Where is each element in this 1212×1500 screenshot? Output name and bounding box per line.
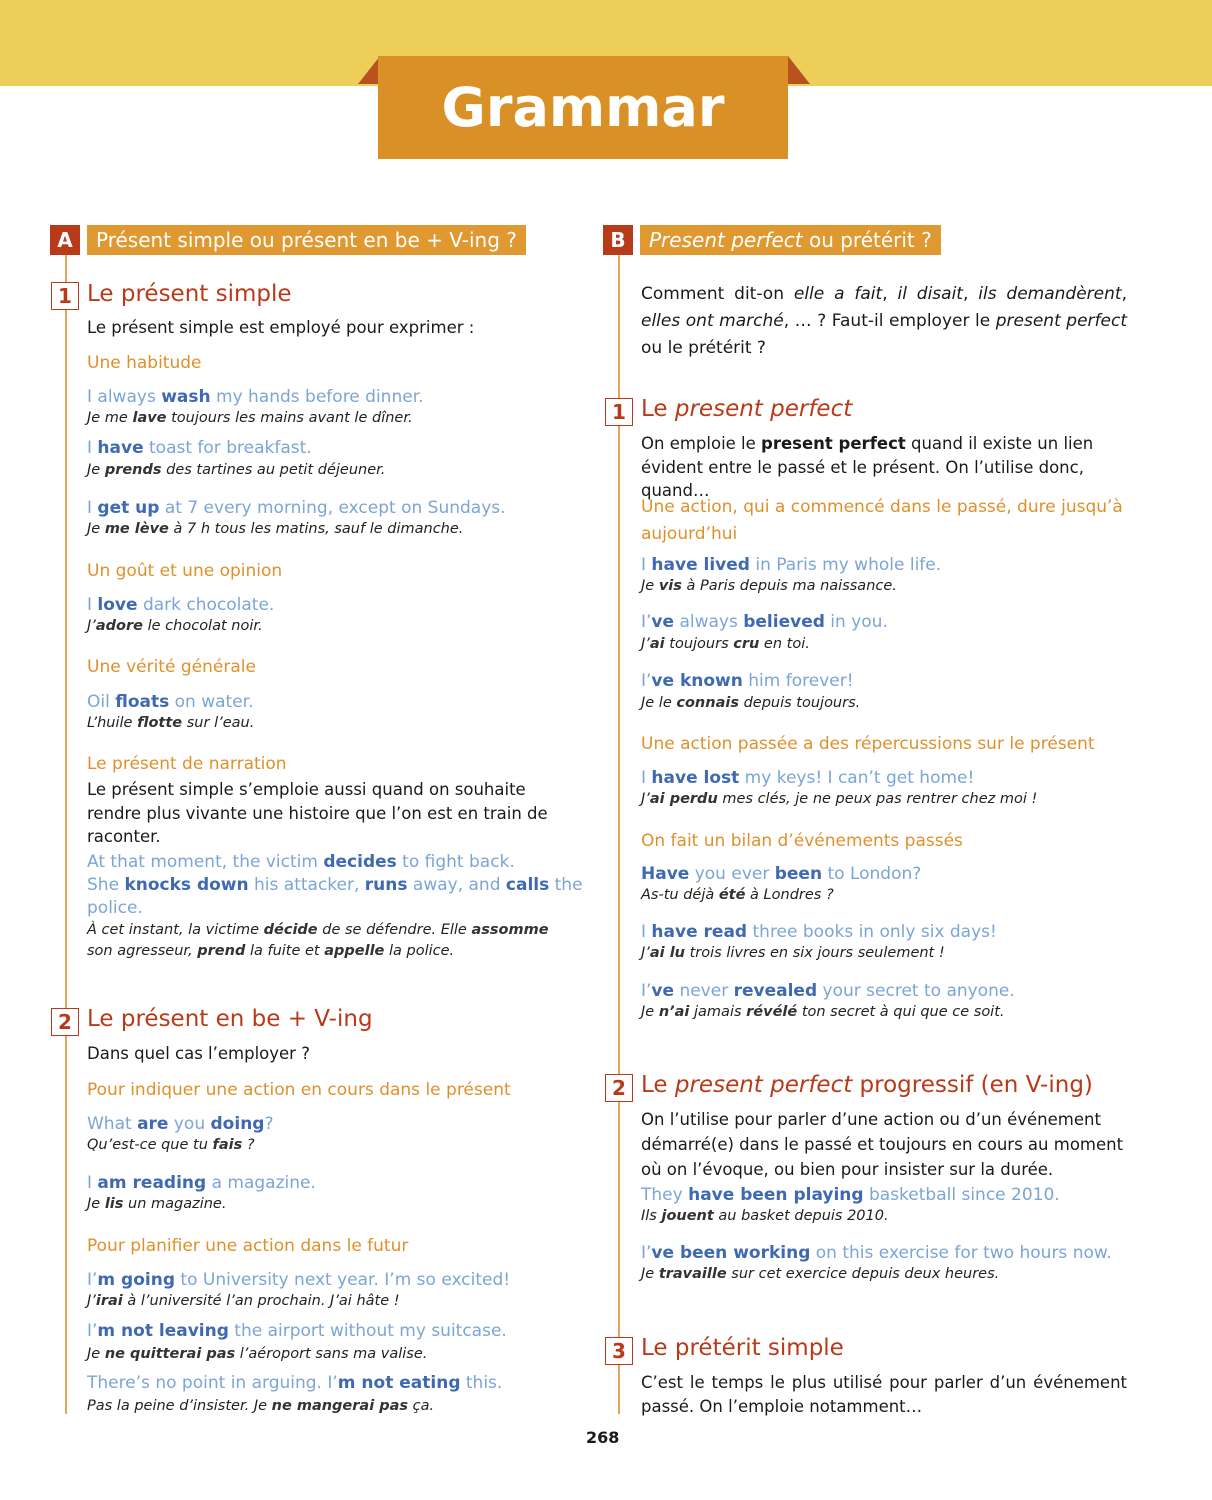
column-b-line	[618, 254, 620, 1414]
page-number: 268	[586, 1428, 620, 1447]
b2-title-pre: Le	[641, 1072, 675, 1098]
translation: Je le connais depuis toujours.	[641, 695, 861, 711]
translation: J’adore le chocolat noir.	[87, 618, 263, 634]
column-a-line	[65, 254, 67, 1414]
subheading-b1-3: On fait un bilan d’événements passés	[641, 831, 963, 851]
b1-title-pre: Le	[641, 396, 675, 422]
example: I’m not leaving the airport without my suitcase.	[87, 1321, 507, 1341]
translation: Je lis un magazine.	[87, 1196, 227, 1212]
translation: Je me lève à 7 h tous les matins, sauf le dimanche.	[87, 521, 464, 537]
section-b1-title	[641, 396, 852, 422]
translation: L’huile flotte sur l’eau.	[87, 715, 255, 731]
section-b-intro: Comment dit-on elle a fait, il disait, ils demandèrent, elles ont marché, … ? Faut-il employer le present perfect ou le prétérit ?	[641, 284, 1127, 358]
translation: Je me lave toujours les mains avant le dîner.	[87, 410, 413, 426]
translation: As-tu déjà été à Londres ?	[641, 887, 834, 903]
translation: J’ai perdu mes clés, je ne peux pas rentrer chez moi !	[641, 791, 1038, 807]
example: I have read three books in only six days!	[641, 922, 997, 942]
section-b3-number: 3	[605, 1337, 633, 1365]
example: At that moment, the victim decides to fight back.	[87, 852, 515, 872]
example: I have lost my keys! I can’t get home!	[641, 768, 975, 788]
translation: Je n’ai jamais révélé ton secret à qui que ce soit.	[641, 1004, 1005, 1020]
example: I’ve been working on this exercise for two hours now.	[641, 1243, 1112, 1263]
section-b3-title: Le prétérit simple	[641, 1335, 844, 1361]
banner-fold-left	[358, 56, 380, 84]
translation: Ils jouent au basket depuis 2010.	[641, 1208, 889, 1224]
section-b-letter: B	[603, 225, 633, 255]
b2-title-em: present perfect	[674, 1072, 853, 1098]
example: They have been playing basketball since 2010.	[641, 1185, 1060, 1205]
section-b2-number: 2	[605, 1074, 633, 1102]
example: I’m going to University next year. I’m so excited!	[87, 1270, 511, 1290]
example: I always wash my hands before dinner.	[87, 387, 424, 407]
subheading-narration: Le présent de narration	[87, 754, 287, 774]
translation: Je travaille sur cet exercice depuis deux heures.	[641, 1266, 1000, 1282]
section-a-title: Présent simple ou présent en be + V-ing ?	[87, 225, 526, 255]
translation: J’ai toujours cru en toi.	[641, 636, 810, 652]
b2-title-post: progressif (en V-ing)	[852, 1072, 1093, 1098]
section-a-letter: A	[50, 225, 80, 255]
translation: J’irai à l’université l’an prochain. J’ai hâte !	[87, 1293, 400, 1309]
section-a2-title: Le présent en be + V-ing	[87, 1006, 373, 1032]
example: She knocks down his attacker, runs away, and calls the	[87, 875, 583, 895]
translation: À cet instant, la victime décide de se défendre. Elle assomme	[87, 922, 549, 938]
example: I am reading a magazine.	[87, 1173, 316, 1193]
section-a2-intro: Dans quel cas l’employer ?	[87, 1044, 310, 1063]
example: police.	[87, 898, 143, 918]
section-b-title	[640, 225, 941, 255]
section-b1-number: 1	[605, 398, 633, 426]
section-b-title-rest: ou prétérit ?	[802, 228, 932, 252]
translation: Je ne quitterai pas l’aéroport sans ma valise.	[87, 1346, 428, 1362]
subheading-verite: Une vérité générale	[87, 657, 256, 677]
section-a1-intro: Le présent simple est employé pour exprimer :	[87, 318, 475, 337]
section-b3-text: C’est le temps le plus utilisé pour parler d’un événement passé. On l’emploie notamment…	[641, 1373, 1127, 1416]
example: I have lived in Paris my whole life.	[641, 555, 942, 575]
example: What are you doing?	[87, 1114, 274, 1134]
subheading-b1-2: Une action passée a des répercussions sur le présent	[641, 734, 1095, 754]
translation: J’ai lu trois livres en six jours seulement !	[641, 945, 945, 961]
b1-title-em: present perfect	[674, 396, 853, 422]
example: I’ve never revealed your secret to anyone.	[641, 981, 1015, 1001]
example: Have you ever been to London?	[641, 864, 922, 884]
example: I love dark chocolate.	[87, 595, 275, 615]
example: I have toast for breakfast.	[87, 438, 312, 458]
translation: Qu’est-ce que tu fais ?	[87, 1137, 255, 1153]
translation: Je vis à Paris depuis ma naissance.	[641, 578, 897, 594]
subheading-cours: Pour indiquer une action en cours dans le présent	[87, 1080, 511, 1100]
section-b2-title	[641, 1072, 1093, 1098]
section-b2-text: On l’utilise pour parler d’une action ou d’un événement démarré(e) dans le passé et toujours en cours au moment où on l’évoque, ou bien pour insister sur la durée.	[641, 1110, 1124, 1179]
section-a2-number: 2	[51, 1008, 79, 1036]
subheading-habitude: Une habitude	[87, 353, 202, 373]
subheading-futur: Pour planifier une action dans le futur	[87, 1236, 409, 1256]
translation: Pas la peine d’insister. Je ne mangerai pas ça.	[87, 1398, 435, 1414]
section-a1-title: Le présent simple	[87, 281, 292, 307]
example: I’ve always believed in you.	[641, 612, 888, 632]
subheading-b1-1: Une action, qui a commencé dans le passé, dure jusqu’à aujourd’hui	[641, 497, 1123, 544]
translation: Je prends des tartines au petit déjeuner.	[87, 462, 386, 478]
example: Oil floats on water.	[87, 692, 254, 712]
subheading-gout: Un goût et une opinion	[87, 561, 283, 581]
section-b-title-em: Present perfect	[649, 228, 803, 252]
narration-text: Le présent simple s’emploie aussi quand on souhaite rendre plus vivante une histoire que l’on est en train de raconter.	[87, 780, 548, 846]
translation: son agresseur, prend la fuite et appelle la police.	[87, 943, 455, 959]
example: I get up at 7 every morning, except on Sundays.	[87, 498, 506, 518]
section-a1-number: 1	[51, 282, 79, 310]
banner-fold-right	[788, 56, 810, 84]
page-title: Grammar	[378, 56, 788, 159]
example: There’s no point in arguing. I’m not eating this.	[87, 1373, 503, 1393]
example: I’ve known him forever!	[641, 671, 854, 691]
section-b1-intro: On emploie le present perfect quand il existe un lien évident entre le passé et le présent. On l’utilise donc, quand…	[641, 434, 1094, 500]
